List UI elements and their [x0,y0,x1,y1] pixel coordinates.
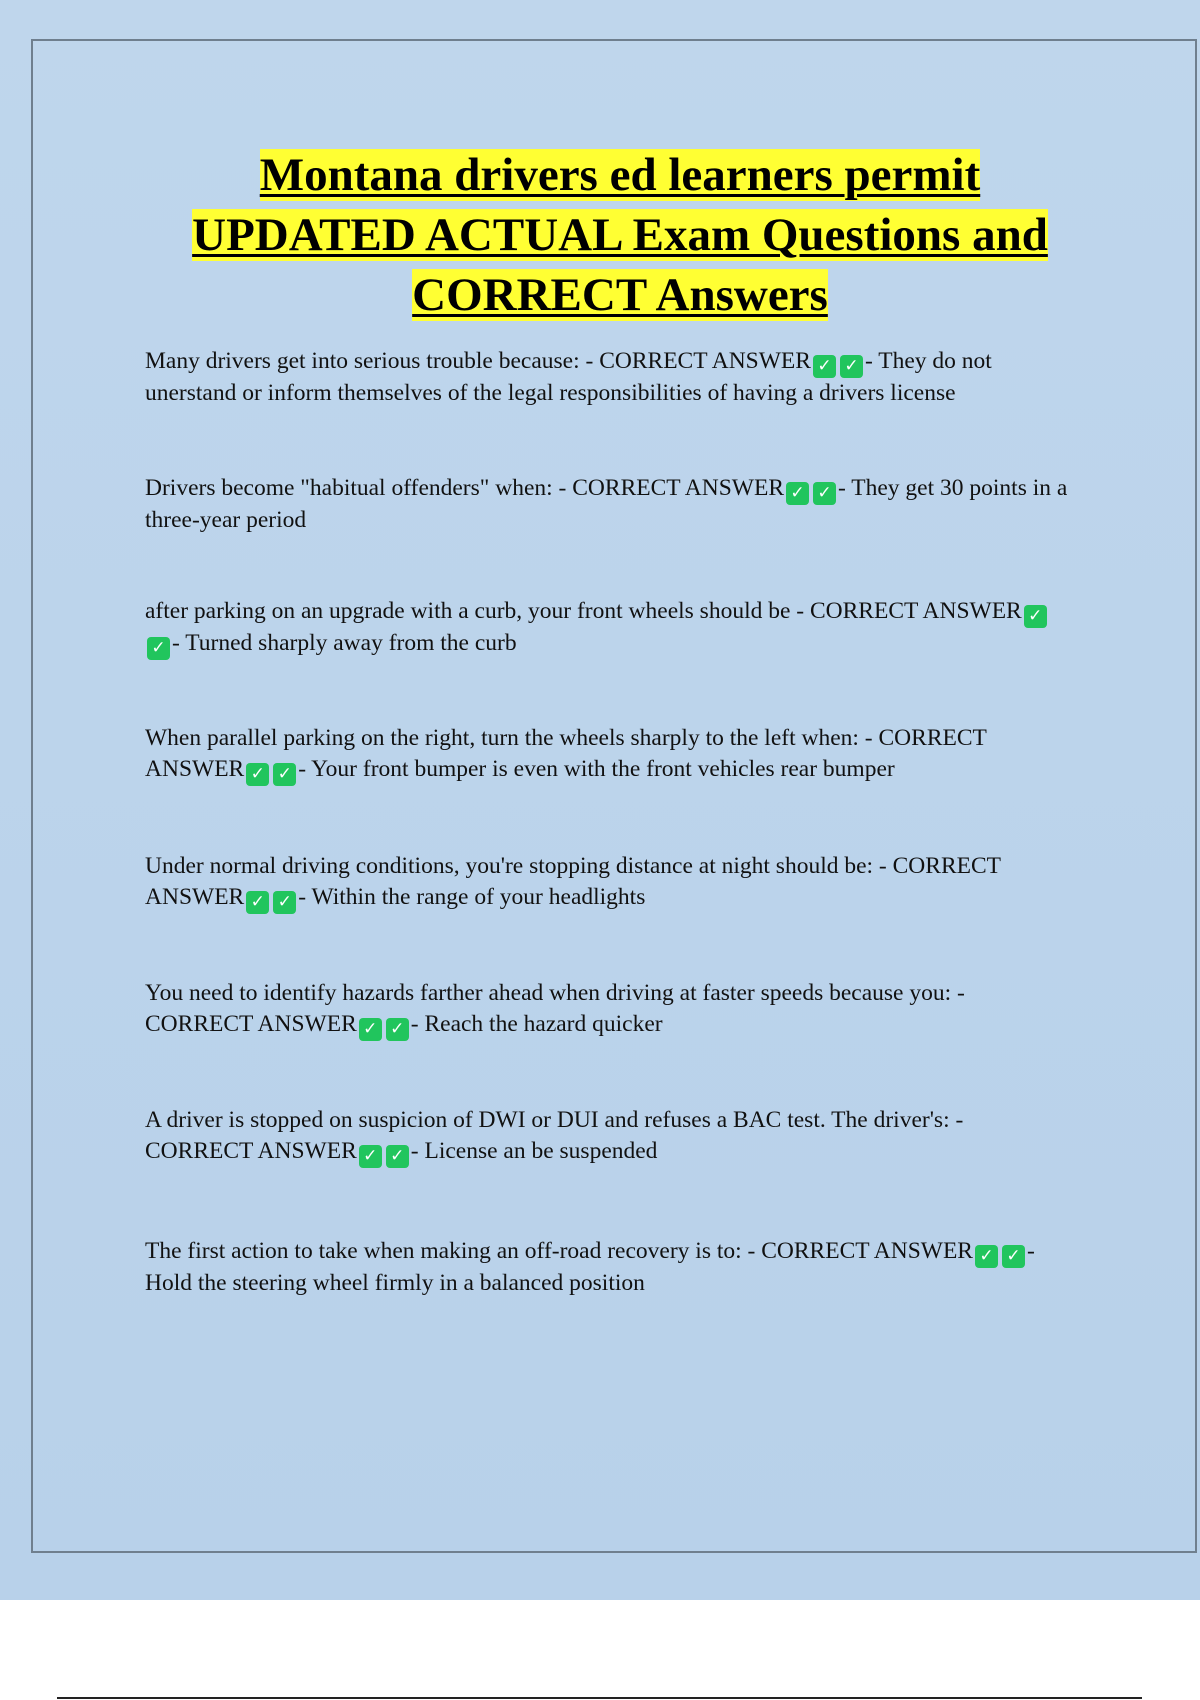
qa-item [145,473,1075,536]
check-box-icon: ✓ [386,1145,409,1168]
check-box-icon: ✓ [359,1018,382,1041]
check-box-icon: ✓ [273,763,296,786]
qa-item [145,1105,1075,1168]
question-text: Under normal driving conditions, you're stopping distance at night should be: - CORRECT ANSWER [145,853,1001,910]
check-box-icon: ✓ [273,891,296,914]
question-text: The first action to take when making an off-road recovery is to: - CORRECT ANSWER [145,1238,973,1264]
qa-item [145,596,1075,660]
answer-text: - Reach the hazard quicker [410,1011,663,1037]
question-text: You need to identify hazards farther ahead when driving at faster speeds because you: - CORRECT ANSWER [145,980,965,1037]
title-line-2: UPDATED ACTUAL Exam Questions and [192,209,1048,261]
check-box-icon: ✓ [786,482,809,505]
check-box-icon: ✓ [147,637,170,660]
answer-text: - Your front bumper is even with the front vehicles rear bumper [298,756,895,782]
check-box-icon: ✓ [359,1145,382,1168]
qa-item [145,346,1075,409]
question-text: A driver is stopped on suspicion of DWI or DUI and refuses a BAC test. The driver's: - CORRECT ANSWER [145,1107,964,1164]
title-line-3: CORRECT Answers [412,269,828,321]
answer-text: - Within the range of your headlights [298,884,646,910]
answer-text: - Hold the steering wheel firmly in a balanced position [145,1238,1035,1296]
qa-item [145,1236,1075,1299]
answer-text: - Turned sharply away from the curb [172,630,517,656]
footer-rule [57,1697,1142,1699]
question-text: When parallel parking on the right, turn the wheels sharply to the left when: - CORRECT ANSWER [145,725,987,782]
check-box-icon: ✓ [246,763,269,786]
check-box-icon: ✓ [1024,605,1047,628]
check-box-icon: ✓ [1002,1245,1025,1268]
qa-item [145,978,1075,1041]
check-box-icon: ✓ [386,1018,409,1041]
check-box-icon: ✓ [246,891,269,914]
title-line-1: Montana drivers ed learners permit [259,149,981,201]
question-text: Drivers become "habitual offenders" when: - CORRECT ANSWER [145,475,784,501]
check-box-icon: ✓ [813,482,836,505]
answer-text: - They get 30 points in a three-year period [145,475,1068,533]
check-box-icon: ✓ [975,1245,998,1268]
answer-text: - They do not unerstand or inform themselves of the legal responsibilities of having a drivers license [145,348,992,406]
qa-item [145,851,1075,914]
qa-item [145,723,1075,786]
check-box-icon: ✓ [813,355,836,378]
document-title [60,145,1180,325]
answer-text: - License an be suspended [410,1138,658,1164]
question-text: after parking on an upgrade with a curb, your front wheels should be - CORRECT ANSWER [145,598,1022,624]
check-box-icon: ✓ [840,355,863,378]
question-text: Many drivers get into serious trouble because: - CORRECT ANSWER [145,348,811,374]
